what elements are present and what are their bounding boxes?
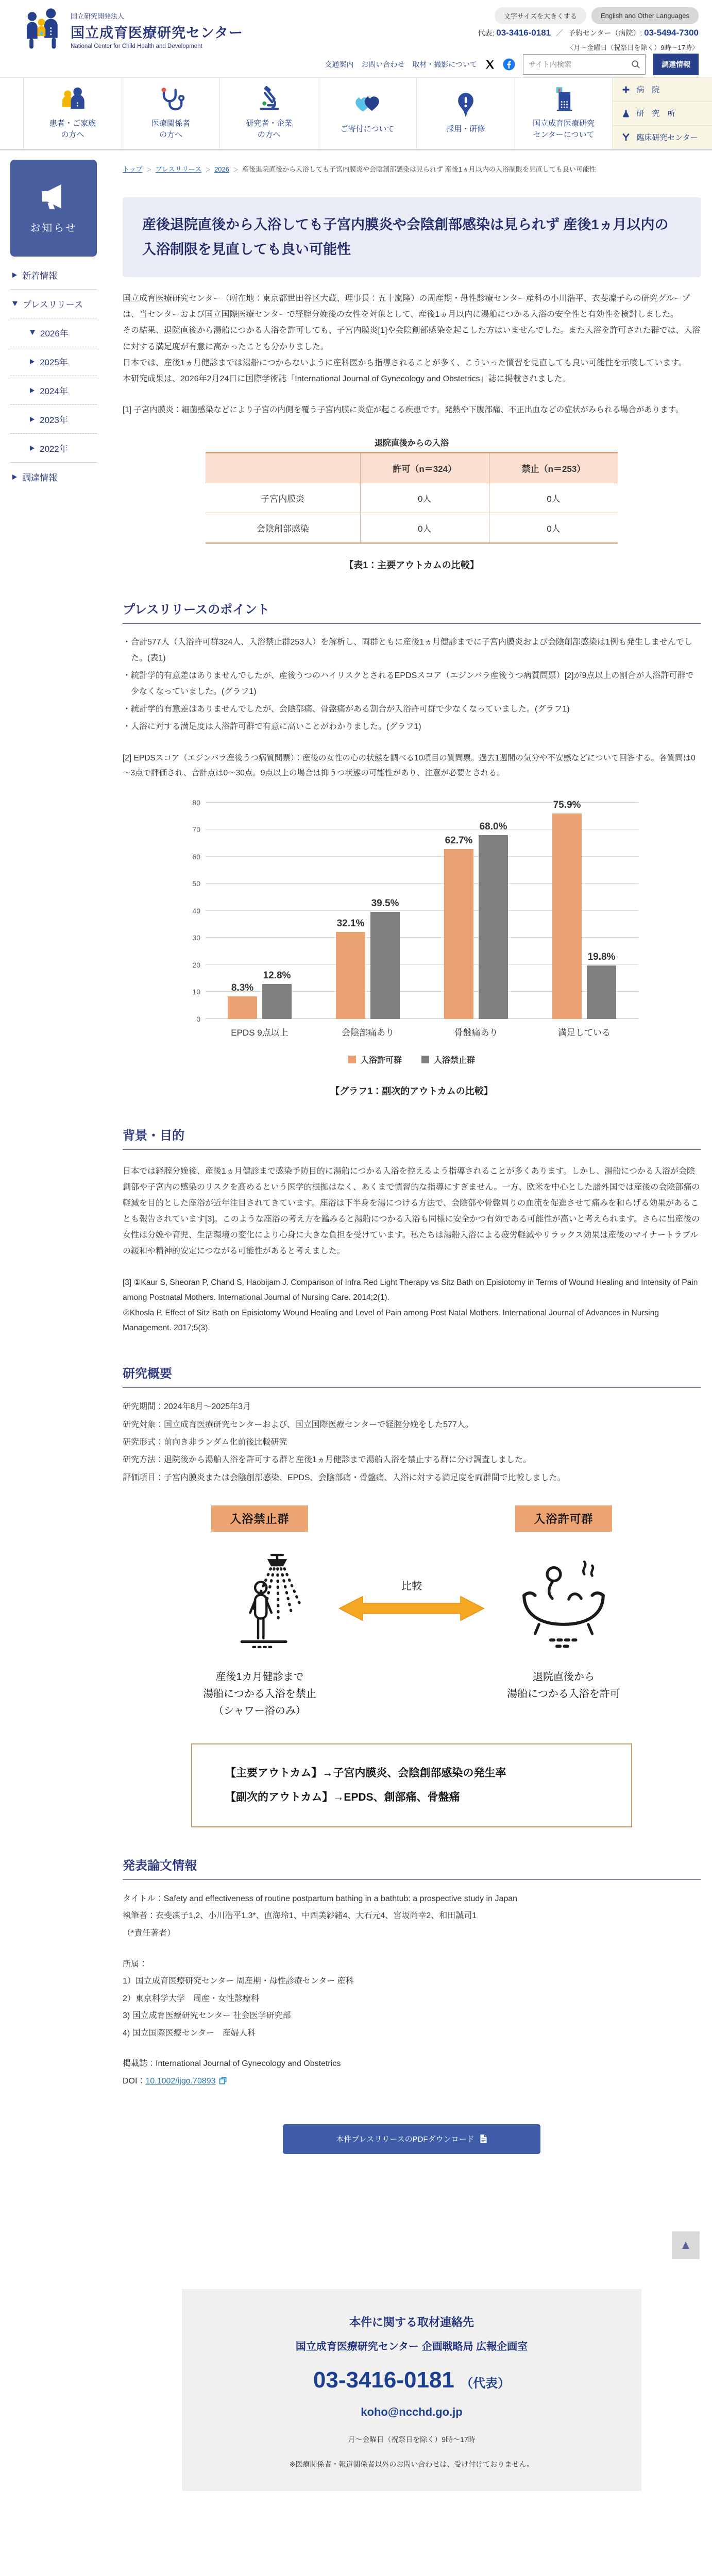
chevron-right-icon [30, 388, 35, 393]
section-heading-background: 背景・目的 [123, 1125, 701, 1150]
chart-y-tick-label: 20 [192, 960, 200, 969]
publication-journal: 掲載誌：International Journal of Gynecology and Obstetrics [123, 2059, 341, 2069]
stethoscope-icon [157, 86, 185, 112]
site-header [0, 0, 712, 77]
group-label-prohibited: 入浴禁止群 [211, 1505, 308, 1532]
affiliation-label: 所属： [123, 1959, 148, 1969]
chart-bar [552, 814, 582, 1019]
back-to-top-button[interactable]: ▲ [672, 2231, 700, 2259]
legend-swatch [348, 1056, 356, 1063]
chart-bar-group [552, 800, 616, 1019]
sidebar-item-press[interactable]: プレスリリース [10, 290, 97, 318]
background-body: 日本では経腟分娩後、産後1ヵ月健診まで感染予防目的に湯船につかる入浴を控えるよう指導されることが多くあります。しかし、湯船につかる入浴が会陰創部や子宮内の感染のリスクを高めるという医学的根拠はなく、あくまで慣習的な指導にすぎません。一方、欧米を中心とした諸外国では産後の会陰部痛の軽減を目的とした座浴が近年注目されてきています。座浴は下半身を湯につける方法で、会陰部や骨盤周りの血流を促進させて痛みを和らげる効果があることも報告されています[3]。このような座浴の考え方を鑑みると湯船につかる入浴も同様に安全かつ有効である可能性が高いと考えられます。さらに出産後の女性は分娩や育児、生活環境の変化により心身に大きな負担を受けています。私たちは湯船入浴による疲労軽減やリラックス効果は産後のマイナートラブルの緩和や精神的安定につながる可能性があると考えました。 [123, 1166, 700, 1256]
org-name: 国立成育医療研究センター [71, 25, 243, 41]
table-caption: 【表1：主要アウトカムの比較】 [344, 560, 479, 570]
chart-legend-entry [421, 1054, 475, 1065]
compare-label: 比較 [401, 1580, 422, 1592]
y-icon [622, 133, 630, 141]
chart-bar [262, 984, 292, 1019]
press-points [123, 634, 701, 735]
section-heading-publication: 発表論文情報 [123, 1855, 701, 1880]
contact-phone[interactable]: 03-3416-0181 （代表） [313, 2367, 511, 2393]
chart-legend-entry [348, 1054, 402, 1065]
table-row: 子宮内膜炎 0人 0人 [206, 483, 618, 513]
publication-title: タイトル：Safety and effectiveness of routine postpartum bathing in a bathtub: a prospective study in Japan [123, 1894, 518, 1903]
overview-row: 研究形式：前向き非ランダム化前後比較研究 [123, 1438, 287, 1447]
section-heading-overview: 研究概要 [123, 1363, 701, 1388]
tel-main[interactable]: 03-3416-0181 [496, 28, 551, 38]
chart-value-label: 32.1% [336, 918, 365, 929]
chart-value-label: 62.7% [445, 835, 473, 846]
chart-bar-wrap [552, 800, 582, 1019]
paragraph: 国立成育医療研究センター（所在地：東京都世田谷区大蔵、理事長：五十嵐隆）の周産期・母性診療センター産科の小川浩平、衣斐凜子らの研究グループは、当センターおよび国立国際医療センターで経腟分娩後の女性を対象として、産後1ヵ月以内に湯船につかる入浴の安全性と有効性を検討しました。 [123, 294, 690, 319]
col-permitted: 許可（n＝324） [360, 453, 489, 483]
overview-row: 評価項目：子宮内膜炎または会陰創部感染、EPDS、会陰部痛・骨盤痛、入浴に対する満足度を両群間で比較しました。 [123, 1473, 566, 1482]
secondary-outcome-line: 【副次的アウトカム】→EPDS、創部痛、骨盤痛 [225, 1791, 460, 1804]
reference: [3] ①Kaur S, Sheoran P, Chand S, Haobijam J. Comparison of Infra Red Light Therapy vs Sitz Bath on Episiotomy in Terms of Wound Healing and Intensity of Pain among Postnatal Mothers. International Journal of Nursing Care. 2014;2(1). [123, 1278, 698, 1302]
chart-plot [192, 798, 638, 1023]
chart-y-tick-label: 30 [192, 934, 200, 942]
publication-authors: 執筆者：衣斐凜子1,2、小川浩平1,3*、直海玲1、中西美紗緒4、大石元4、宮坂尚幸2、和田誠司1 [123, 1911, 477, 1921]
study-overview-rows [123, 1398, 701, 1487]
chart-bar-wrap [587, 952, 616, 1019]
link-coverage[interactable]: 取材・撮影について [412, 60, 477, 69]
phone-numbers: 代表: 03-3416-0181 ／ 予約センター（病院）: 03-5494-7300 [478, 28, 699, 38]
col-prohibited: 禁止（n＝253） [489, 453, 618, 483]
chevron-right-icon [12, 273, 17, 278]
footnote-3 [123, 1275, 701, 1336]
microscope-icon [255, 86, 283, 112]
legend-label: 入浴許可群 [360, 1056, 402, 1065]
table-super-header: 退院直後からの入浴 [374, 438, 449, 448]
section-heading-points: プレスリリースのポイント [123, 599, 701, 624]
chevron-right-icon [30, 417, 35, 422]
sidebar-item-2024[interactable]: 2024年 [10, 376, 97, 404]
chart-y-tick-label: 40 [192, 906, 200, 915]
sidebar-item-2022[interactable]: 2022年 [10, 434, 97, 462]
paragraph: その結果、退院直後から湯船につかる入浴を許可しても、子宮内膜炎[1]や会陰創部感染を起こした方はいませんでした。また入浴を許可された群では、入浴に対する満足度が有意に高かったことも分かりました。 [123, 326, 701, 351]
bath-caption: 退院直後から 湯船につかる入浴を許可 [507, 1671, 620, 1700]
chart-y-tick-label: 60 [192, 852, 200, 861]
publication-responsible: （*責任著者） [123, 1928, 176, 1938]
publication-doi-line: DOI：10.1002/ijgo.70893 [123, 2073, 701, 2090]
nav-item-medical-staff[interactable]: 医療関係者 の方へ [122, 78, 220, 149]
nav-research-institute[interactable]: 研 究 所 [613, 101, 712, 125]
chart-bar [228, 996, 257, 1019]
point-item: ・統計学的有意差はありませんでしたが、会陰部痛、骨盤痛がある割合が入浴許可群で少なくなっていました。(グラフ1) [123, 705, 570, 714]
hearts-icon [353, 92, 382, 117]
sidebar-notice-box[interactable]: お知らせ [10, 160, 97, 257]
primary-outcome-line: 【主要アウトカム】→子宮内膜炎、会陰創部感染の発生率 [225, 1767, 506, 1780]
external-link-icon [219, 2077, 227, 2084]
breadcrumb [123, 163, 701, 176]
contact-org: 国立成育医療研究センター 企画戦略局 広報企画室 [295, 2341, 528, 2352]
page-title: 産後退院直後から入浴しても子宮内膜炎や会陰創部感染は見られず 産後1ヵ月以内の入浴制限を見直しても良い可能性 [123, 197, 701, 277]
search-icon[interactable] [626, 55, 645, 74]
bathtub-icon [515, 1550, 613, 1651]
contact-hours: 月～金曜日（祝祭日を除く）9時～17時 [348, 2435, 476, 2444]
breadcrumb-press[interactable]: プレスリリース ＞ [156, 165, 214, 173]
chevron-down-icon [30, 330, 35, 335]
site-search [523, 54, 646, 75]
font-size-button[interactable]: 文字サイズを大きくする [495, 7, 586, 24]
flask-icon [622, 109, 630, 117]
pdf-download-button[interactable]: 本件プレスリリースのPDFダウンロード [283, 2124, 540, 2154]
contact-email[interactable]: koho@ncchd.go.jp [361, 2405, 463, 2418]
chart-value-label: 75.9% [553, 800, 581, 811]
shower-caption: 産後1カ月健診まで 湯船につかる入浴を禁止 （シャワー浴のみ） [203, 1671, 316, 1717]
search-input[interactable] [523, 60, 626, 69]
overview-row: 研究対象：国立成育医療研究センターおよび、国立国際医療センターで経腟分娩をした577人。 [123, 1420, 473, 1429]
secondary-outcomes-chart [180, 798, 643, 1065]
chart-bar [587, 965, 616, 1019]
chart-y-tick-label: 0 [196, 1014, 200, 1023]
point-item: ・統計学的有意差はありませんでしたが、産後うつのハイリスクとされるEPDSスコア（エジンバラ産後うつ病質問票）[2]が9点以上の割合が入浴許可群で少なくなっていました。(グラフ1) [123, 671, 694, 697]
affiliation: 1）国立成育医療研究センター 周産期・母性診療センター 産科 [123, 1977, 354, 1986]
chart-bar [336, 932, 365, 1019]
chart-value-label: 19.8% [587, 951, 616, 962]
chart-bar-wrap [228, 982, 257, 1019]
chart-bar [370, 912, 400, 1019]
patients-icon [58, 86, 87, 112]
compare-arrow-icon [337, 1594, 486, 1623]
footnote-1: [1] 子宮内膜炎：細菌感染などにより子宮の内側を覆う子宮内膜に炎症が起こる疾患です。発熱や下腹部痛、不正出血などの症状がみられる場合があります。 [123, 405, 684, 415]
chart-value-label: 8.3% [231, 982, 254, 993]
chart-caption: 【グラフ1：副次的アウトカムの比較】 [330, 1086, 493, 1096]
chart-categories [206, 1025, 638, 1038]
building-icon [549, 86, 578, 112]
chart-bar [479, 835, 508, 1019]
sidebar-item-news[interactable]: 新着情報 [10, 261, 97, 289]
sidebar [10, 160, 97, 2576]
org-name-en: National Center for Child Health and Development [71, 43, 202, 49]
reference: ②Khosla P. Effect of Sitz Bath on Episiotomy Wound Healing and Level of Pain among Post Natal Mothers. International Journal of Advances in Nursing Management. 2017;5(3). [123, 1308, 659, 1332]
publication-info [123, 1890, 701, 2090]
chart-category-label: 満足している [558, 1027, 611, 1038]
nav-item-donation[interactable]: ご寄付について [318, 78, 416, 149]
group-label-permitted: 入浴許可群 [515, 1505, 612, 1532]
chevron-right-icon [30, 359, 35, 364]
nav-item-researchers[interactable]: 研究者・企業 の方へ [219, 78, 318, 149]
facebook-icon[interactable] [503, 58, 515, 71]
hospital-cross-icon [622, 86, 630, 94]
study-diagram [185, 1505, 638, 1720]
lead-paragraphs [123, 291, 701, 387]
chart-bar-group [444, 821, 508, 1019]
contact-note: ※医療関係者・報道関係者以外のお問い合わせは、受け付けておりません。 [289, 2460, 534, 2468]
nav-clinical-research-center[interactable]: 臨床研究センター [613, 126, 712, 149]
chart-legend [180, 1054, 643, 1065]
paragraph: 日本では、産後1ヵ月健診までは湯船につからないように産科医から指導されることが多く、こういった慣習を見直しても良い可能性を示唆しています。 [123, 358, 687, 367]
chart-bar [444, 849, 473, 1019]
chart-bars [206, 800, 638, 1019]
shower-icon [216, 1546, 303, 1654]
overview-row: 研究方法：退院後から湯船入浴を許可する群と産後1ヵ月健診まで湯船入浴を禁止する群に分け調査しました。 [123, 1455, 531, 1465]
chart-category-label: 骨盤痛あり [454, 1027, 498, 1038]
chart-value-label: 39.5% [371, 898, 399, 909]
footnote-2: [2] EPDSスコア（エジンバラ産後うつ病質問票）：産後の女性の心の状態を調べる10項目の質問票。過去1週間の気分や不安感などについて回答する。各質問は0～3点で評価され、合計点は0～30点。9点以上の場合は抑うつ状態の可能性があり、注意が必要とされる。 [123, 753, 696, 778]
point-item: ・合計577人（入浴許可群324人、入浴禁止群253人）を解析し、両群ともに産後1ヵ月健診までに子宮内膜炎および会陰創部感染は1例も発生しませんでした。(表1) [123, 637, 692, 663]
table-header-row [206, 453, 618, 483]
chevron-right-icon [12, 474, 17, 480]
sidebar-item-2025[interactable]: 2025年 [10, 347, 97, 376]
overview-row: 研究期間：2024年8月～2025年3月 [123, 1402, 251, 1412]
point-item: ・入浴に対する満足度は入浴許可群で有意に高いことがわかりました。(グラフ1) [123, 722, 421, 732]
chevron-down-icon [12, 301, 18, 306]
affiliation: 2）東京科学大学 周産・女性診療科 [123, 1994, 259, 2003]
language-button[interactable]: English and Other Languages [591, 7, 699, 24]
main-area [0, 150, 712, 2576]
outcome-table-block [206, 436, 618, 571]
legend-label: 入浴禁止群 [434, 1056, 476, 1065]
chart-bar-group [336, 898, 400, 1019]
site-logo[interactable] [23, 6, 243, 54]
chevron-right-icon [30, 446, 35, 451]
procurement-button[interactable]: 調達情報 [653, 54, 699, 75]
chart-y-tick-label: 70 [192, 825, 200, 834]
chart-y-tick-label: 10 [192, 988, 200, 996]
megaphone-icon [36, 182, 72, 211]
breadcrumb-current: 産後退院直後から入浴しても子宮内膜炎や会陰創部感染は見られず 産後1ヵ月以内の入浴制限を見直しても良い可能性 [242, 165, 596, 173]
chart-category-label: EPDS 9点以上 [231, 1027, 289, 1038]
tel-label: 代表: [478, 29, 495, 37]
affiliation: 3) 国立成育医療研究センター 社会医学研究部 [123, 2011, 291, 2021]
sidebar-item-2023[interactable]: 2023年 [10, 405, 97, 433]
outcomes-box [191, 1743, 632, 1827]
chart-bar-wrap [444, 835, 473, 1019]
chart-bar-wrap [336, 918, 365, 1019]
chart-value-label: 12.8% [263, 970, 291, 981]
chart-bar-group [228, 970, 292, 1019]
exclamation-balloon-icon [451, 92, 480, 117]
chart-y-tick-label: 80 [192, 798, 200, 807]
sidebar-item-2026[interactable]: 2026年 [10, 318, 97, 347]
chart-category-label: 会陰部痛あり [342, 1027, 394, 1038]
x-icon[interactable] [485, 59, 495, 70]
chart-bar-wrap [479, 821, 508, 1019]
sidebar-item-procurement[interactable]: 調達情報 [10, 463, 97, 491]
legend-swatch [421, 1056, 429, 1063]
tel-reserve-label: 予約センター（病院）: [568, 29, 642, 37]
tel-reserve[interactable]: 03-5494-7300 [644, 28, 699, 38]
press-contact-box [182, 2289, 641, 2491]
affiliation: 4) 国立国際医療センター 産婦人科 [123, 2028, 256, 2038]
link-contact[interactable]: お問い合わせ [361, 60, 405, 69]
table-row: 会陰創部感染 0人 0人 [206, 513, 618, 543]
office-hours: 〈月～金曜日（祝祭日を除く）9時～17時〉 [567, 44, 699, 52]
breadcrumb-top[interactable]: トップ ＞ [123, 165, 156, 173]
doi-link[interactable]: 10.1002/ijgo.70893 [145, 2077, 216, 2086]
link-access[interactable]: 交通案内 [325, 60, 354, 69]
chart-y-tick-label: 50 [192, 879, 200, 888]
paragraph: 本研究成果は、2026年2月24日に国際学術誌「International Journal of Gynecology and Obstetrics」誌に掲載されました。 [123, 374, 571, 383]
outcome-table [206, 452, 618, 544]
chart-bar-wrap [262, 970, 292, 1019]
nav-item-recruit[interactable]: 採用・研修 [416, 78, 515, 149]
content [123, 160, 701, 2576]
nav-item-patients[interactable]: 患者・ご家族 の方へ [23, 78, 122, 149]
nav-item-about[interactable]: 国立成育医療研究 センターについて [515, 78, 613, 149]
global-nav [0, 77, 712, 150]
pdf-document-icon [480, 2134, 487, 2144]
facility-nav [613, 78, 712, 149]
breadcrumb-2026[interactable]: 2026 ＞ [214, 165, 242, 173]
org-type: 国立研究開発法人 [71, 12, 125, 20]
nav-hospital[interactable]: 病 院 [613, 78, 712, 101]
logo-family-icon [23, 6, 63, 54]
chart-bar-wrap [370, 898, 400, 1019]
chart-value-label: 68.0% [479, 821, 507, 832]
contact-heading: 本件に関する取材連絡先 [349, 2315, 474, 2329]
